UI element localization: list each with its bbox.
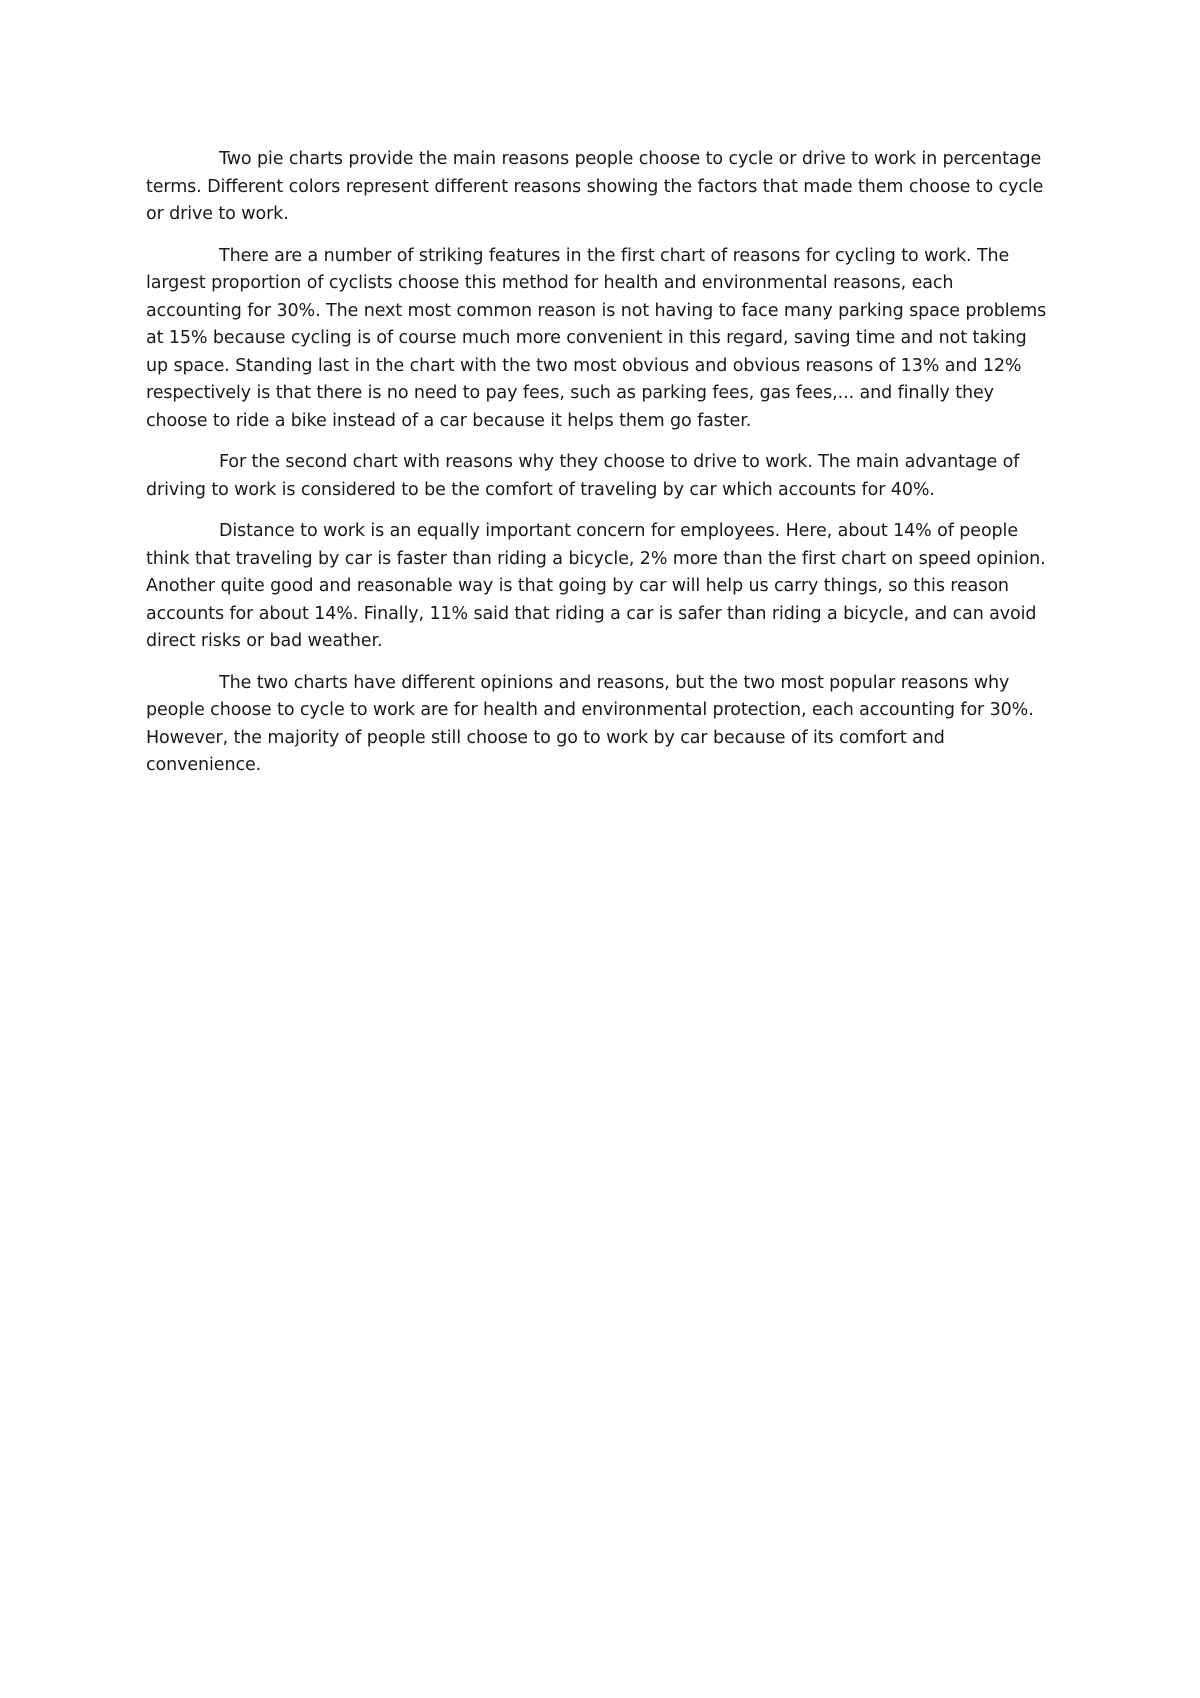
paragraph-distance-concern: Distance to work is an equally important concern for employees. Here, about 14% of people think that traveling by car is faster than riding a bicycle, 2% more than the first chart on speed opinion. Another quite good and reasonable way is that going by car will help us carry things, so this reason accounts for about 14%. Finally, 11% said that riding a car is safer than riding a bicycle, and can avoid direct risks or bad weather.	[146, 521, 1046, 651]
document-body	[146, 146, 1051, 794]
paragraph-conclusion: The two charts have different opinions and reasons, but the two most popular reasons why people choose to cycle to work are for health and environmental protection, each accounting for 30%. However, the majority of people still choose to go to work by car because of its comfort and convenience.	[146, 672, 1034, 775]
paragraph-intro: Two pie charts provide the main reasons people choose to cycle or drive to work in percentage terms. Different colors represent different reasons showing the factors that made them choose to cycle or drive to work.	[146, 149, 1044, 224]
paragraph-driving-reasons: For the second chart with reasons why they choose to drive to work. The main advantage of driving to work is considered to be the comfort of traveling by car which accounts for 40%.	[146, 452, 1020, 500]
paragraph-cycling-reasons: There are a number of striking features in the first chart of reasons for cycling to work. The largest proportion of cyclists choose this method for health and environmental reasons, each accounting for 30%. The next most common reason is not having to face many parking space problems at 15% because cycling is of course much more convenient in this regard, saving time and not taking up space. Standing last in the chart with the two most obvious and obvious reasons of 13% and 12% respectively is that there is no need to pay fees, such as parking fees, gas fees,... and finally they choose to ride a bike instead of a car because it helps them go faster.	[146, 245, 1047, 431]
